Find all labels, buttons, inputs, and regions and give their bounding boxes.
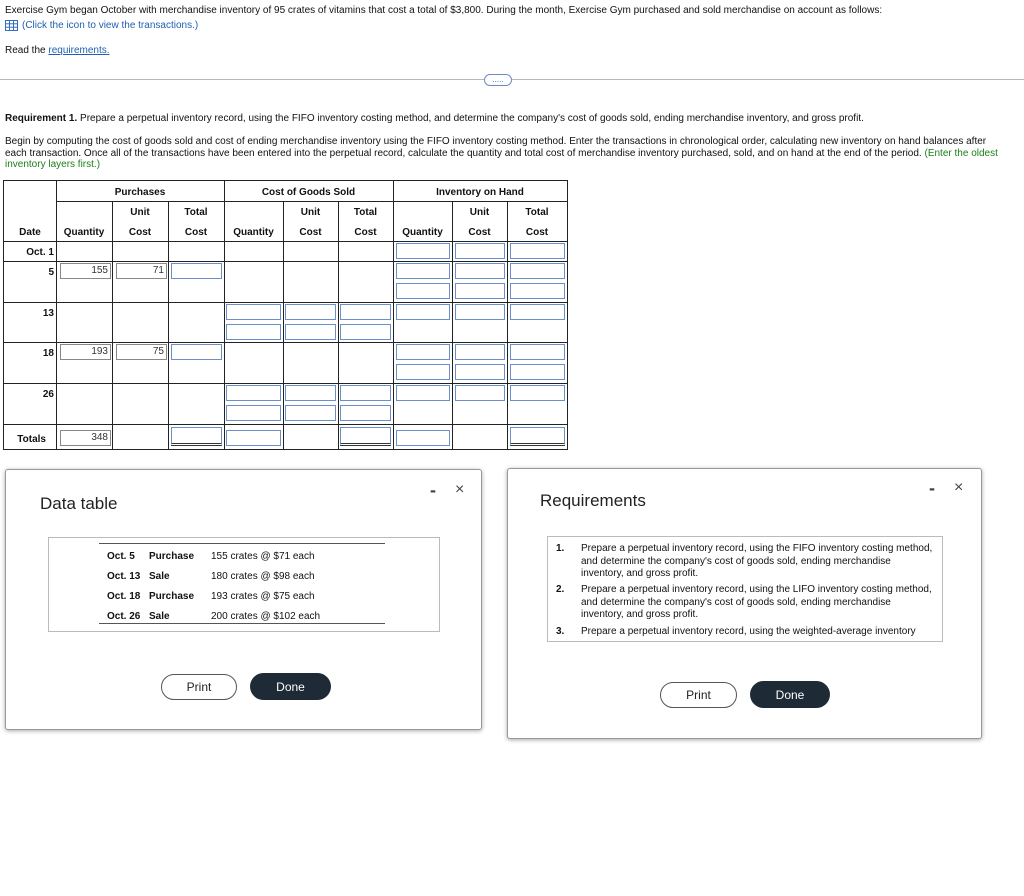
requirement-1-label: Requirement 1.	[5, 113, 78, 124]
requirement-text: Prepare a perpetual inventory record, using the FIFO inventory costing method, and determine the company's cost of goods sold, ending merchandise inventory, and gross profit.	[581, 543, 933, 579]
oct13-inv-unit[interactable]	[455, 304, 505, 320]
oct26-cogs-qty-1[interactable]	[226, 385, 281, 401]
oct5-purchase-unit-input[interactable]: 71	[116, 263, 167, 279]
read-requirements-line	[5, 45, 110, 56]
done-button[interactable]: Done	[750, 681, 830, 708]
oct26-cogs-unit-1[interactable]	[285, 385, 336, 401]
header-date: Date	[19, 227, 41, 238]
requirements-link[interactable]: requirements.	[48, 45, 110, 56]
header-unit-c: Unit	[300, 207, 321, 218]
header-cost-i-total: Cost	[525, 227, 549, 238]
expand-more-button[interactable]: .....	[484, 74, 512, 86]
oct1-inv-total-input[interactable]	[510, 243, 565, 259]
transaction-row	[107, 611, 387, 623]
totals-inv-qty[interactable]	[396, 430, 450, 446]
header-quantity-c: Quantity	[233, 227, 274, 238]
transaction-date: Oct. 18	[107, 591, 141, 602]
requirements-title: Requirements	[540, 491, 646, 510]
oct13-cogs-total-1[interactable]	[340, 304, 391, 320]
header-unit-p: Unit	[130, 207, 150, 218]
transaction-detail: 200 crates @ $102 each	[211, 611, 321, 622]
oct5-purchase-qty-input[interactable]: 155	[60, 263, 111, 279]
problem-intro: Exercise Gym began October with merchandise inventory of 95 crates of vitamins that cost a total of $3,800. During the month, Exercise Gym purchased and sold merchandise on account as follows:	[5, 5, 883, 16]
oct5-inv-total-1[interactable]	[510, 263, 565, 279]
done-button[interactable]: Done	[250, 673, 331, 700]
transaction-type: Sale	[149, 571, 170, 582]
data-table-box	[48, 537, 440, 632]
oct13-cogs-unit-1[interactable]	[285, 304, 336, 320]
transaction-detail: 193 crates @ $75 each	[211, 591, 315, 602]
data-table-title: Data table	[40, 494, 118, 513]
instructions-note: (Enter the oldest inventory layers first.)	[5, 147, 998, 170]
oct26-inv-total[interactable]	[510, 385, 565, 401]
transaction-type: Purchase	[149, 591, 195, 602]
transaction-type: Sale	[149, 611, 170, 622]
transaction-detail: 180 crates @ $98 each	[211, 571, 315, 582]
oct5-inv-qty-2[interactable]	[396, 283, 450, 299]
oct1-inv-qty-input[interactable]	[396, 243, 450, 259]
date-13: 13	[42, 308, 54, 319]
requirement-1-body: Prepare a perpetual inventory record, using the FIFO inventory costing method, and determine the company's cost of goods sold, ending merchandise inventory, and gross profit.	[77, 113, 864, 124]
oct18-purchase-qty-input[interactable]: 193	[60, 344, 111, 360]
transaction-type: Purchase	[149, 551, 195, 562]
view-transactions-link[interactable]	[5, 20, 198, 31]
totals-cogs-qty[interactable]	[226, 430, 281, 446]
oct26-cogs-total-1[interactable]	[340, 385, 391, 401]
oct13-inv-qty[interactable]	[396, 304, 450, 320]
oct13-cogs-unit-2[interactable]	[285, 324, 336, 340]
header-cost-of-goods-sold: Cost of Goods Sold	[261, 187, 356, 198]
oct13-cogs-qty-2[interactable]	[226, 324, 281, 340]
oct18-inv-unit-1[interactable]	[455, 344, 505, 360]
oct1-inv-unit-input[interactable]	[455, 243, 505, 259]
header-cost-c-total: Cost	[354, 227, 377, 238]
totals-purchase-cost[interactable]	[171, 427, 222, 446]
requirement-text: Prepare a perpetual inventory record, using the LIFO inventory costing method, and determine the company's cost of goods sold, ending merchandise inventory, and gross profit.	[581, 584, 932, 620]
date-oct-1: Oct. 1	[26, 247, 54, 258]
transaction-row	[107, 571, 387, 583]
oct5-inv-total-2[interactable]	[510, 283, 565, 299]
transaction-row	[107, 591, 387, 603]
data-table-dialog	[5, 469, 482, 730]
date-5: 5	[48, 267, 54, 278]
date-26: 26	[42, 389, 54, 400]
header-unit-i: Unit	[469, 207, 490, 218]
print-button[interactable]: Print	[660, 682, 737, 708]
oct5-inv-unit-1[interactable]	[455, 263, 505, 279]
requirement-item	[556, 543, 936, 581]
requirement-text: Prepare a perpetual inventory record, using the weighted-average inventory	[581, 626, 916, 637]
oct26-inv-qty[interactable]	[396, 385, 450, 401]
oct18-inv-total-2[interactable]	[510, 364, 565, 380]
oct13-cogs-qty-1[interactable]	[226, 304, 281, 320]
print-button[interactable]: Print	[161, 674, 237, 700]
oct26-cogs-qty-2[interactable]	[226, 405, 281, 421]
oct13-cogs-total-2[interactable]	[340, 324, 391, 340]
header-inventory-on-hand: Inventory on Hand	[436, 187, 524, 198]
oct5-inv-qty-1[interactable]	[396, 263, 450, 279]
header-cost-p-unit: Cost	[128, 227, 152, 238]
instructions-text	[5, 136, 1010, 171]
close-icon[interactable]: ×	[455, 481, 465, 498]
header-cost-i-unit: Cost	[468, 227, 491, 238]
totals-purchase-qty[interactable]: 348	[60, 430, 111, 446]
oct26-cogs-total-2[interactable]	[340, 405, 391, 421]
table-grid-icon[interactable]	[5, 20, 18, 31]
header-cost-c-unit: Cost	[299, 227, 322, 238]
header-cost-p-total: Cost	[184, 227, 208, 238]
close-icon[interactable]: ×	[954, 479, 964, 496]
totals-label: Totals	[17, 434, 46, 445]
requirement-number: 3.	[556, 626, 565, 637]
transaction-date: Oct. 13	[107, 571, 141, 582]
oct18-purchase-unit-input[interactable]: 75	[116, 344, 167, 360]
requirement-item	[556, 626, 936, 639]
requirement-item	[556, 584, 936, 622]
requirement-1-text	[5, 113, 864, 124]
oct26-cogs-unit-2[interactable]	[285, 405, 336, 421]
header-total-c: Total	[353, 207, 378, 218]
section-divider	[0, 79, 1024, 80]
transaction-date: Oct. 5	[107, 551, 135, 562]
totals-inv-cost[interactable]	[510, 427, 565, 446]
requirement-number: 1.	[556, 543, 565, 554]
oct5-inv-unit-2[interactable]	[455, 283, 505, 299]
requirement-number: 2.	[556, 584, 565, 595]
header-total-i: Total	[525, 207, 549, 218]
oct18-purchase-total-input[interactable]	[171, 344, 222, 360]
oct18-inv-qty-2[interactable]	[396, 364, 450, 380]
oct5-purchase-total-input[interactable]	[171, 263, 222, 279]
oct18-inv-qty-1[interactable]	[396, 344, 450, 360]
oct26-inv-unit[interactable]	[455, 385, 505, 401]
instructions-body: Begin by computing the cost of goods sold and cost of ending merchandise inventory using the FIFO inventory costing method. Enter the transactions in chronological order, calculating new inventory on hand balances after each transaction. Once all of the transactions have been entered into the perpetual record, calculate the quantity and total cost of merchandise inventory purchased, sold, and on hand at the end of the period.	[5, 136, 987, 159]
requirements-dialog	[507, 468, 982, 739]
requirements-list	[547, 536, 943, 642]
minimize-icon[interactable]: -	[430, 480, 436, 500]
oct13-inv-total[interactable]	[510, 304, 565, 320]
transaction-row	[107, 551, 387, 563]
transaction-date: Oct. 26	[107, 611, 141, 622]
header-purchases: Purchases	[114, 187, 166, 198]
header-quantity-p: Quantity	[63, 227, 105, 238]
oct18-inv-unit-2[interactable]	[455, 364, 505, 380]
header-total-p: Total	[184, 207, 208, 218]
transaction-detail: 155 crates @ $71 each	[211, 551, 315, 562]
minimize-icon[interactable]: -	[929, 478, 935, 498]
totals-cogs-cost[interactable]	[340, 427, 391, 446]
perpetual-inventory-table	[3, 180, 568, 450]
oct18-inv-total-1[interactable]	[510, 344, 565, 360]
date-18: 18	[42, 348, 54, 359]
read-prefix: Read the	[5, 45, 49, 56]
header-quantity-i: Quantity	[402, 227, 443, 238]
click-icon-text[interactable]: (Click the icon to view the transactions.)	[22, 20, 199, 31]
